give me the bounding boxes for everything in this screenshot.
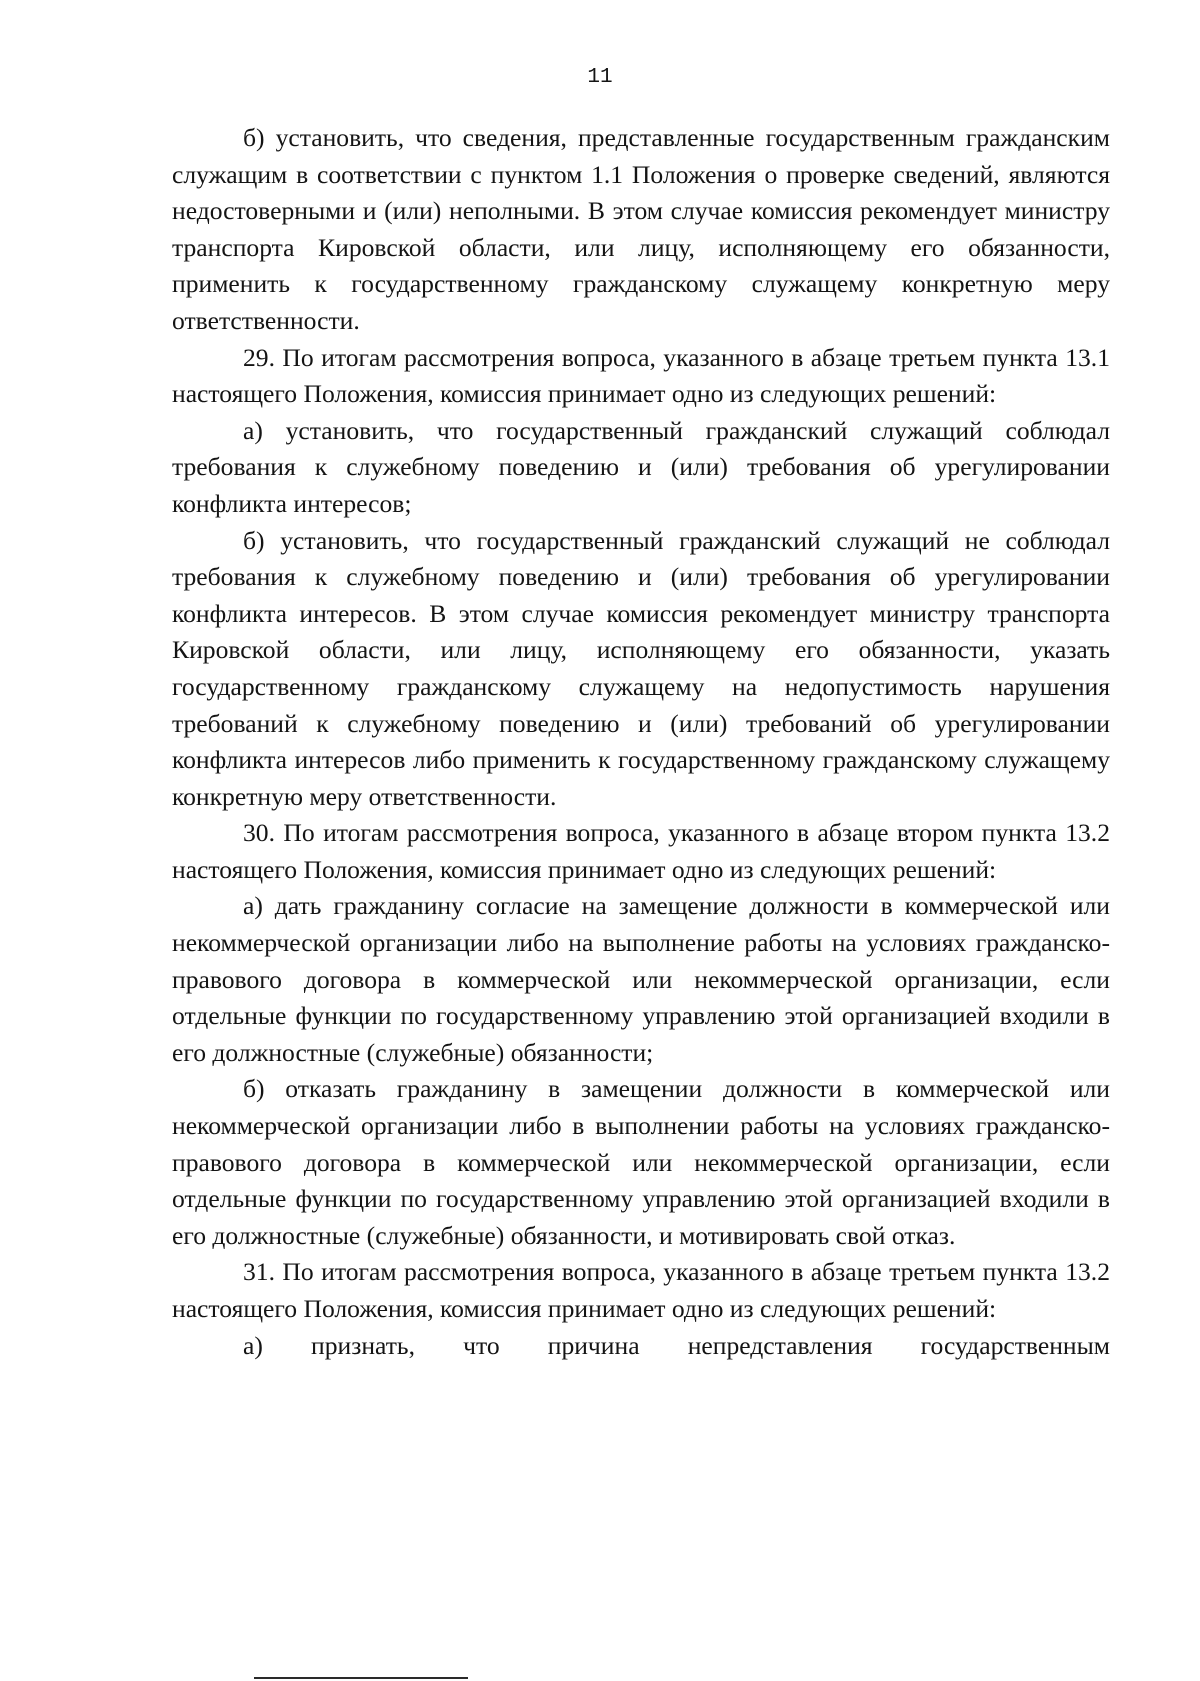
paragraph-item-30: 30. По итогам рассмотрения вопроса, указанного в абзаце втором пункта 13.2 настоящего Положения, комиссия принимает одно из следующих решений:	[172, 818, 1110, 884]
paragraph-subitem-b-verification: б) установить, что сведения, представленные государственным гражданским служащим в соответствии с пунктом 1.1 Положения о проверке сведений, являются недостоверными и (или) неполными. В этом случае комиссия рекомендует министру транспорта Кировской области, или лицу, исполняющему его обязанности, применить к государственному гражданскому служащему конкретную меру ответственности.	[172, 123, 1110, 335]
paragraph-item-31-a: а) признать, что причина непредставления государственным	[243, 1330, 1110, 1360]
footer-rule	[254, 1677, 468, 1679]
paragraph-item-29: 29. По итогам рассмотрения вопроса, указанного в абзаце третьем пункта 13.1 настоящего Положения, комиссия принимает одно из следующих решений:	[172, 342, 1110, 409]
paragraph-item-31: 31. По итогам рассмотрения вопроса, указанного в абзаце третьем пункта 13.2 настоящего Положения, комиссия принимает одно из следующих решений:	[172, 1257, 1110, 1323]
paragraph-item-29-a: а) установить, что государственный гражданский служащий соблюдал требования к служебному поведению и (или) требования об урегулировании конфликта интересов;	[172, 415, 1110, 518]
paragraph-item-30-b: б) отказать гражданину в замещении должности в коммерческой или некоммерческой организации либо в выполнении работы на условиях гражданско-правового договора в коммерческой или некоммерческой организации, если отдельные функции по государственному управлению этой организацией входили в его должностные (служебные) обязанности, и мотивировать свой отказ.	[172, 1074, 1110, 1250]
page-number: 11	[587, 66, 613, 89]
document-body	[172, 120, 1110, 1364]
paragraph-item-29-b: б) установить, что государственный гражданский служащий не соблюдал требования к служебному поведению и (или) требования об урегулировании конфликта интересов. В этом случае комиссия рекомендует министру транспорта Кировской области, или лицу, исполняющему его обязанности, указать государственному гражданскому служащему на недопустимость нарушения требований к служебному поведению и (или) требований об урегулировании конфликта интересов либо применить к государственному гражданскому служащему конкретную меру ответственности.	[172, 525, 1110, 811]
paragraph-item-30-a: а) дать гражданину согласие на замещение должности в коммерческой или некоммерческой организации либо на выполнение работы на условиях гражданско-правового договора в коммерческой или некоммерческой организации, если отдельные функции по государственному управлению этой организацией входили в его должностные (служебные) обязанности;	[172, 891, 1110, 1067]
